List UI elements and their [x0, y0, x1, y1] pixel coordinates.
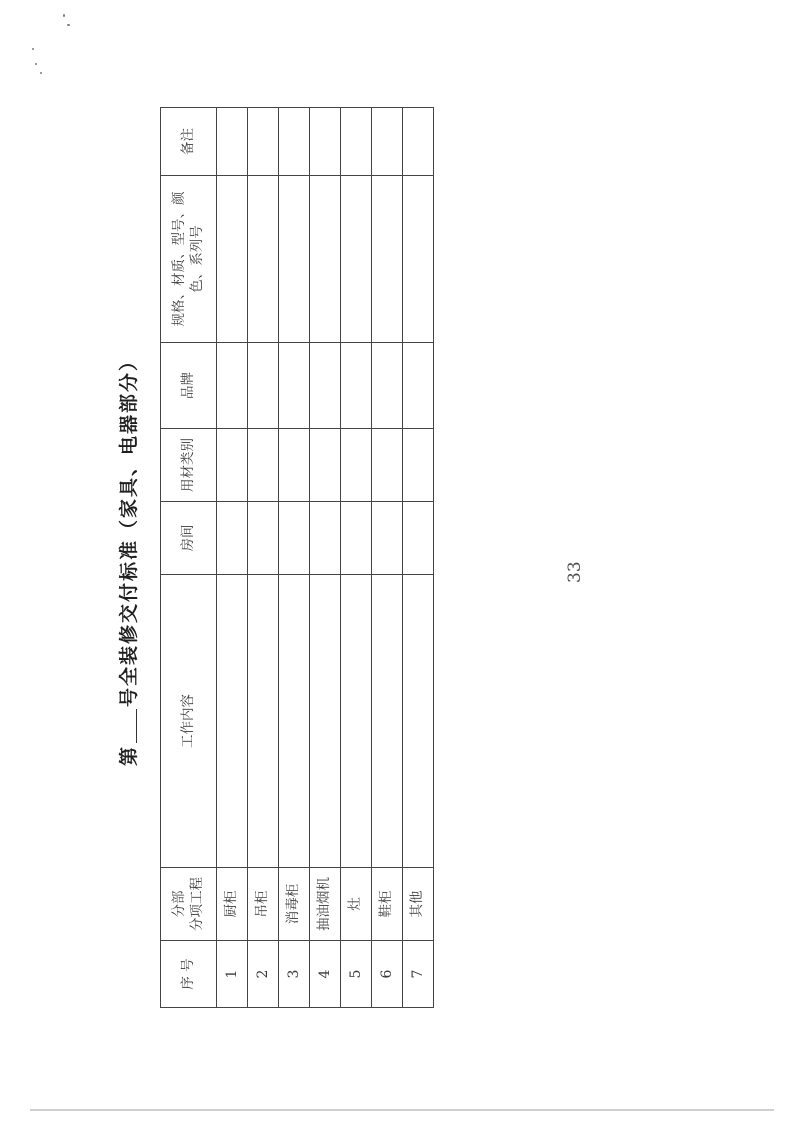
table-row: [372, 108, 403, 1008]
table-row: [341, 108, 372, 1008]
title-prefix: 第: [118, 745, 140, 767]
row-brand: [217, 343, 248, 429]
header-category-line2: 分项工程: [188, 877, 205, 931]
scan-bottom-edge: [30, 1109, 774, 1111]
title-suffix: 号全装修交付标准（家具、电器部分）: [118, 349, 140, 707]
row-room: [279, 502, 310, 575]
row-spec: [372, 176, 403, 343]
row-room: [403, 502, 434, 575]
header-category-line1: 分部: [170, 890, 187, 918]
header-spec: [161, 176, 217, 343]
row-room: [248, 502, 279, 575]
row-spec: [403, 176, 434, 343]
header-spec-line1: 规格、材质、型号、颜: [170, 191, 187, 327]
table-row: [279, 108, 310, 1008]
header-brand: 品牌: [161, 343, 217, 429]
row-remark: [279, 108, 310, 176]
row-brand: [279, 343, 310, 429]
row-remark: [372, 108, 403, 176]
row-seq: 7: [403, 941, 434, 1008]
scan-speck: [63, 14, 65, 17]
document-title: [114, 108, 141, 1008]
header-seq: 序 号: [161, 941, 217, 1008]
row-content: [341, 575, 372, 868]
row-category: 厨柜: [217, 868, 248, 941]
row-category: 灶: [341, 868, 372, 941]
header-remark: 备注: [161, 108, 217, 176]
row-spec: [310, 176, 341, 343]
row-room: [341, 502, 372, 575]
table-row: [217, 108, 248, 1008]
row-category: 吊柜: [248, 868, 279, 941]
row-seq: 3: [279, 941, 310, 1008]
row-category: 消毒柜: [279, 868, 310, 941]
row-material: [403, 429, 434, 502]
header-content: 工作内容: [161, 575, 217, 868]
row-seq: 6: [372, 941, 403, 1008]
title-blank-line: [136, 709, 137, 743]
row-remark: [403, 108, 434, 176]
scan-speck: [32, 48, 34, 50]
row-spec: [341, 176, 372, 343]
row-content: [279, 575, 310, 868]
header-category: [161, 868, 217, 941]
page-number: 33: [565, 561, 585, 583]
row-room: [217, 502, 248, 575]
row-content: [310, 575, 341, 868]
row-room: [310, 502, 341, 575]
row-seq: 2: [248, 941, 279, 1008]
row-material: [310, 429, 341, 502]
row-category: 抽油烟机: [310, 868, 341, 941]
row-spec: [279, 176, 310, 343]
header-spec-line2: 色、系列号: [188, 225, 205, 293]
row-brand: [310, 343, 341, 429]
row-material: [372, 429, 403, 502]
header-room: 房间: [161, 502, 217, 575]
row-material: [279, 429, 310, 502]
row-content: [248, 575, 279, 868]
row-seq: 5: [341, 941, 372, 1008]
row-brand: [248, 343, 279, 429]
rotated-page-content: [100, 108, 660, 1008]
row-seq: 1: [217, 941, 248, 1008]
row-content: [372, 575, 403, 868]
row-remark: [310, 108, 341, 176]
delivery-standard-table: [160, 107, 434, 1008]
row-remark: [341, 108, 372, 176]
row-spec: [217, 176, 248, 343]
scan-speck: [40, 72, 42, 74]
row-remark: [217, 108, 248, 176]
header-material: 用材类别: [161, 429, 217, 502]
row-content: [403, 575, 434, 868]
table-row: [310, 108, 341, 1008]
row-material: [217, 429, 248, 502]
row-spec: [248, 176, 279, 343]
row-room: [372, 502, 403, 575]
row-brand: [341, 343, 372, 429]
row-material: [341, 429, 372, 502]
row-brand: [372, 343, 403, 429]
row-content: [217, 575, 248, 868]
row-seq: 4: [310, 941, 341, 1008]
row-brand: [403, 343, 434, 429]
header-row: [161, 108, 217, 1008]
row-category: 其他: [403, 868, 434, 941]
row-remark: [248, 108, 279, 176]
table-row: [403, 108, 434, 1008]
row-category: 鞋柜: [372, 868, 403, 941]
row-material: [248, 429, 279, 502]
table-row: [248, 108, 279, 1008]
scan-speck: [35, 63, 37, 65]
scan-speck: [67, 24, 70, 26]
